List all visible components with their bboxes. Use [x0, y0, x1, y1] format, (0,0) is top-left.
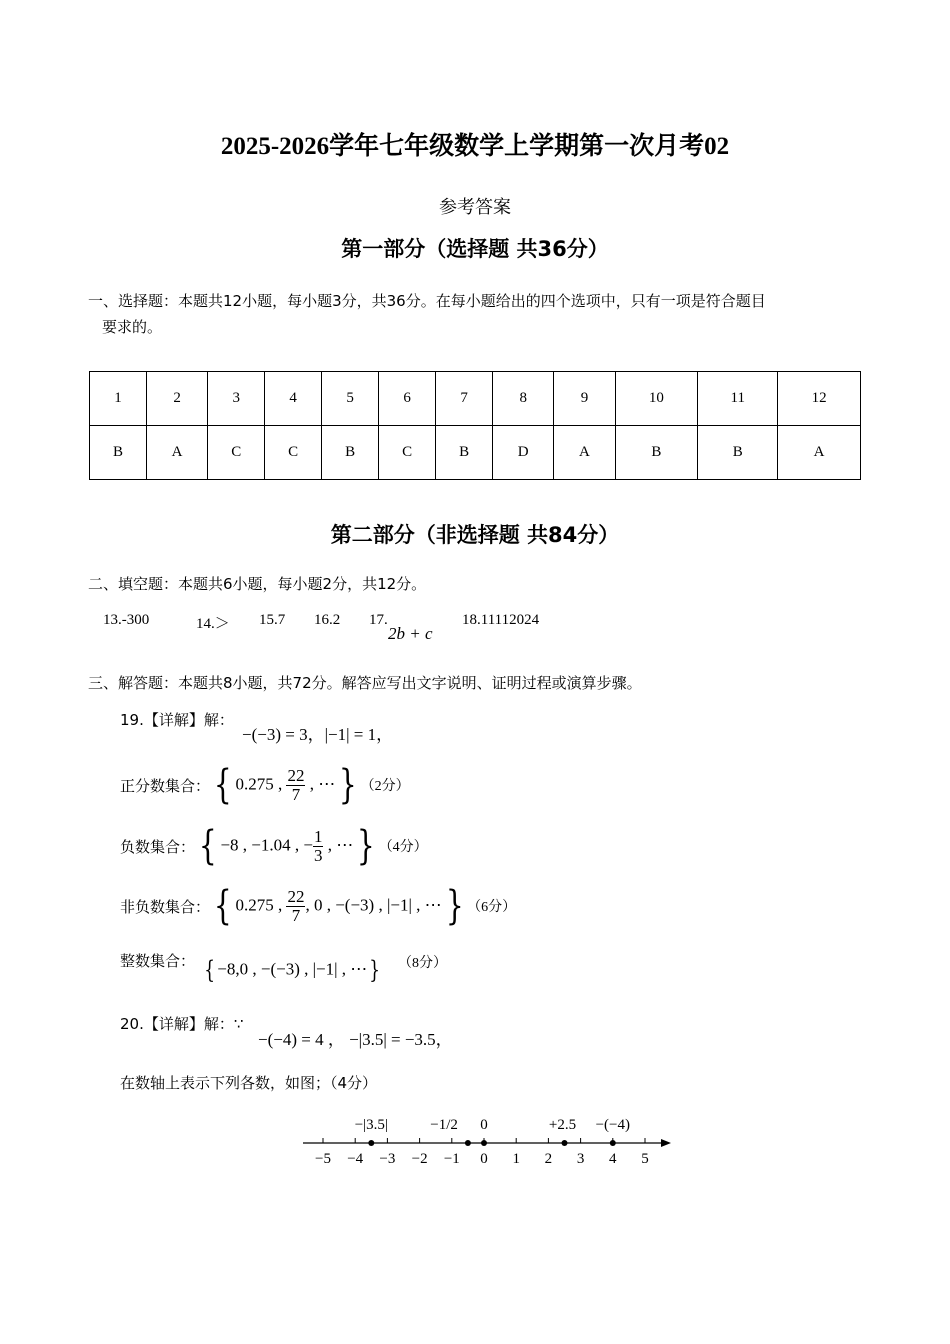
point-label: +2.5 [548, 1117, 577, 1133]
section1-instructions [88, 288, 766, 340]
point-marker [481, 1140, 487, 1146]
tick-label: 1 [512, 1151, 520, 1167]
answer-cell: C [379, 426, 436, 480]
integer-set-label: 整数集合： [120, 952, 196, 970]
negative-set-value: −8 , −1.04 , − $\frac{1}{3}$ , ⋯ [220, 826, 354, 865]
answer-17-label: 17. [369, 612, 388, 628]
question-number-cell: 9 [554, 372, 615, 426]
answer-cell: B [698, 426, 778, 480]
q19-nonnegative-set-row [120, 883, 517, 929]
answer-table [89, 371, 861, 480]
positive-set-label: 正分数集合： [120, 776, 211, 795]
tick-label: 4 [609, 1151, 617, 1167]
question-number-cell: 8 [493, 372, 554, 426]
left-brace-icon: { [213, 883, 232, 929]
answer-16: 16.2 [314, 612, 341, 628]
tick-label: 5 [641, 1151, 649, 1167]
section3-heading: 三、解答题：本题共8小题，共72分。解答应写出文字说明、证明过程或演算步骤。 [88, 674, 642, 692]
q19-negative-set-row [120, 823, 428, 869]
question-number-cell: 7 [436, 372, 493, 426]
point-marker [562, 1140, 568, 1146]
tick-label: 2 [544, 1151, 553, 1167]
part1-title: 第一部分（选择题 共36分） [341, 237, 609, 261]
section1-line2: 要求的。 [102, 318, 163, 336]
answer-cell: A [778, 426, 861, 480]
answer-cell: B [90, 426, 147, 480]
answer-cell: C [208, 426, 265, 480]
question-number-cell: 10 [615, 372, 698, 426]
tick-label: −4 [347, 1151, 364, 1167]
tick-label: −1 [443, 1151, 460, 1167]
question-number-cell: 3 [208, 372, 265, 426]
answer-cell: B [322, 426, 379, 480]
q20-numberline-intro: 在数轴上表示下列各数，如图；（4分） [120, 1074, 378, 1092]
integer-set-value: −8,0 , −(−3) , |−1| , ⋯ [217, 959, 368, 979]
point-label: −(−4) [595, 1117, 631, 1133]
answer-table-number-row [90, 372, 861, 426]
left-brace-icon: { [204, 956, 215, 984]
page-subtitle: 参考答案 [439, 197, 511, 218]
tick-label: −5 [315, 1151, 331, 1167]
right-brace-icon: } [339, 762, 357, 808]
page-title: 2025-2026学年七年级数学上学期第一次月考02 [220, 133, 730, 160]
answer-cell: B [436, 426, 493, 480]
q19-positive-set-row [120, 762, 410, 808]
points-note: （6分） [467, 900, 517, 915]
points-note: （8分） [398, 956, 447, 971]
point-label: 0 [480, 1117, 488, 1133]
answer-cell: C [265, 426, 322, 480]
answer-cell: B [615, 426, 698, 480]
negative-set-label: 负数集合： [120, 837, 196, 856]
answer-17-expression: 2b + c [388, 624, 433, 643]
number-line [295, 1105, 685, 1180]
question-number-cell: 5 [322, 372, 379, 426]
arrow-icon [661, 1139, 671, 1147]
section1-line1: 一、选择题：本题共12小题，每小题3分，共36分。在每小题给出的四个选项中，只有一项是符合题目 [88, 292, 766, 310]
left-brace-icon: { [213, 762, 232, 808]
point-label: −|3.5| [354, 1117, 388, 1133]
fraction-22-7: $\frac{22}{7}$ [287, 765, 305, 804]
tick-label: 3 [576, 1151, 585, 1167]
nonnegative-set-label: 非负数集合： [120, 897, 211, 916]
fraction-22-7: $\frac{22}{7}$ [287, 886, 305, 925]
right-brace-icon: } [357, 823, 375, 869]
question-number-cell: 1 [90, 372, 147, 426]
point-label: −1/2 [430, 1117, 458, 1133]
q19-label: 19.【详解】解： [120, 711, 234, 729]
answer-14: 14.＞ [196, 616, 230, 632]
question-number-cell: 12 [778, 372, 861, 426]
point-marker [368, 1140, 374, 1146]
points-note: （2分） [360, 779, 410, 794]
q20-label: 20.【详解】解：∵ [120, 1015, 244, 1033]
q19-expression: −(−3) = 3，|−1| = 1， [242, 725, 394, 744]
answer-cell: A [146, 426, 207, 480]
answer-cell: D [493, 426, 554, 480]
fraction-1-3: $\frac{1}{3}$ [313, 826, 323, 865]
positive-set-value: 0.275 , $\frac{22}{7}$ , ⋯ [235, 765, 336, 804]
answer-table-answer-row [90, 426, 861, 480]
point-marker [465, 1140, 471, 1146]
points-note: （4分） [378, 840, 428, 855]
tick-label: 0 [480, 1151, 488, 1167]
q20-expression: −(−4) = 4 ， −|3.5| = −3.5， [258, 1030, 453, 1049]
question-number-cell: 11 [698, 372, 778, 426]
part2-title: 第二部分（非选择题 共84分） [330, 523, 620, 547]
tick-label: −2 [411, 1151, 428, 1167]
point-marker [610, 1140, 616, 1146]
nonnegative-set-value: 0.275 , $\frac{22}{7}$ , 0 , −(−3) , |−1| , ⋯ [235, 886, 442, 925]
q19-integer-set-row [120, 950, 447, 984]
answer-13: 13.-300 [103, 612, 150, 628]
left-brace-icon: { [198, 823, 217, 869]
question-number-cell: 6 [379, 372, 436, 426]
right-brace-icon: } [369, 956, 381, 984]
tick-label: −3 [379, 1151, 396, 1167]
answer-cell: A [554, 426, 615, 480]
question-number-cell: 2 [146, 372, 207, 426]
question-number-cell: 4 [265, 372, 322, 426]
answer-15: 15.7 [259, 612, 286, 628]
right-brace-icon: } [445, 883, 464, 929]
section2-heading: 二、填空题：本题共6小题，每小题2分，共12分。 [88, 575, 427, 593]
answer-18: 18.11112024 [462, 612, 540, 628]
